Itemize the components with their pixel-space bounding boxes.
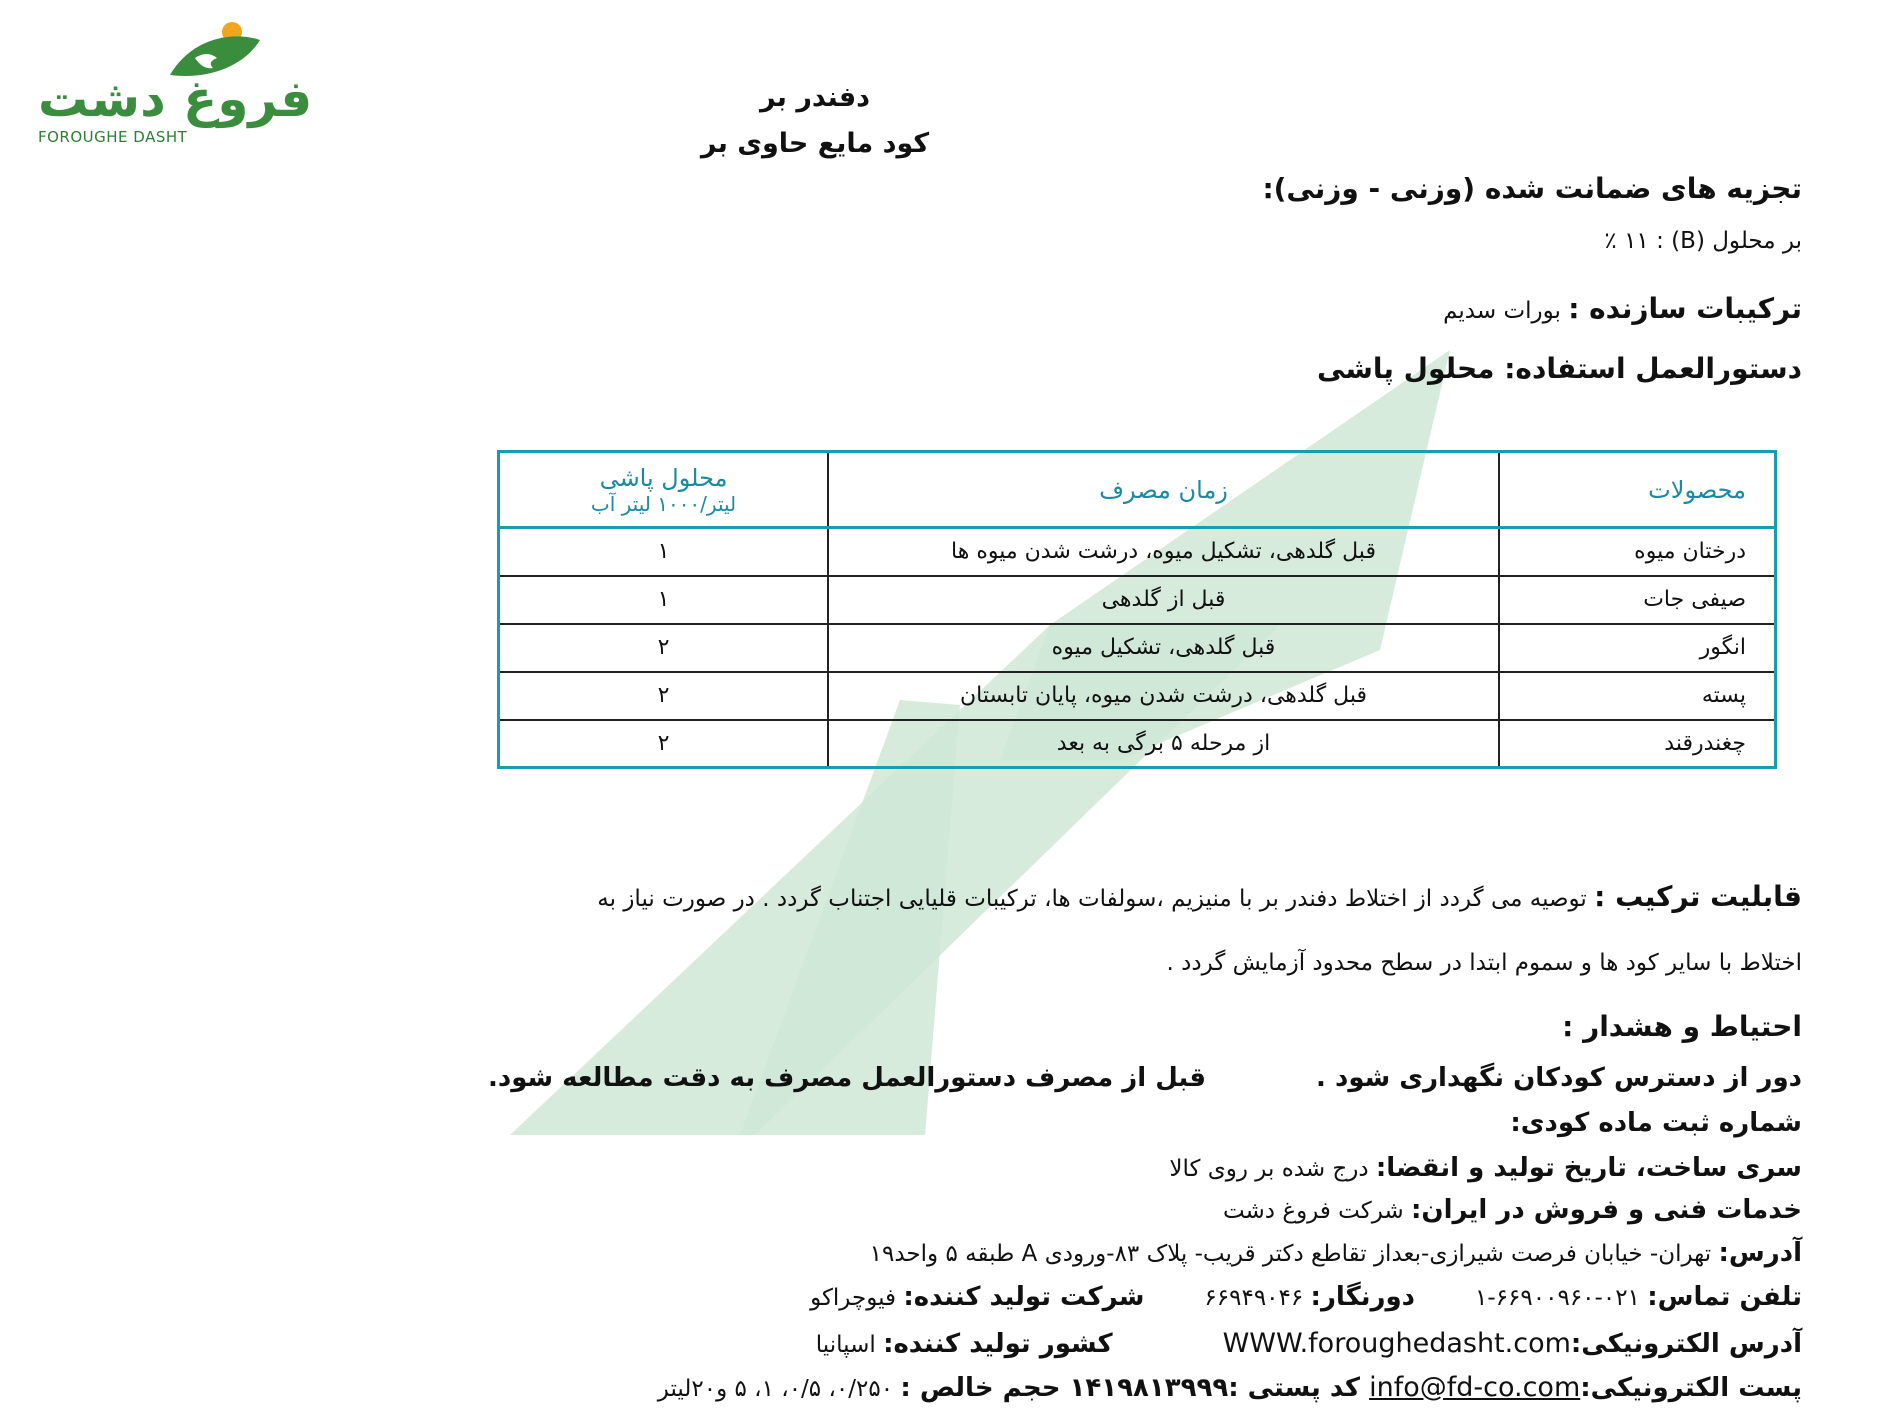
header-time: زمان مصرف bbox=[828, 452, 1499, 528]
postal-label: کد پستی : bbox=[1228, 1373, 1370, 1403]
address-line bbox=[870, 1238, 1802, 1268]
email-line bbox=[658, 1372, 1802, 1403]
row-crop: چغندرقند bbox=[1499, 720, 1776, 768]
email-link[interactable]: info@fd-co.com bbox=[1369, 1372, 1581, 1403]
maker-value: فیوچراکو bbox=[810, 1285, 904, 1311]
logo-name-fa: فروغ دشت bbox=[38, 70, 313, 128]
contact-line bbox=[810, 1282, 1802, 1312]
table-header-row bbox=[499, 452, 1776, 528]
row-crop: درختان میوه bbox=[1499, 528, 1776, 576]
warning-text1: دور از دسترس کودکان نگهداری شود . bbox=[1316, 1063, 1802, 1093]
header-crops: محصولات bbox=[1499, 452, 1776, 528]
row-dose: ۲ bbox=[499, 720, 829, 768]
services-value: شرکت فروغ دشت bbox=[1222, 1198, 1411, 1224]
email-label: پست الکترونیکی: bbox=[1580, 1373, 1802, 1403]
usage-table bbox=[497, 450, 1777, 767]
web-value[interactable]: WWW.foroughedasht.com bbox=[1222, 1328, 1571, 1359]
guaranteed-analysis-heading: تجزیه های ضمانت شده (وزنی - وزنی): bbox=[1262, 172, 1802, 205]
table-row bbox=[499, 624, 1776, 672]
usage-heading: دستورالعمل استفاده: محلول پاشی bbox=[1317, 352, 1802, 385]
fax-label: دورنگار: bbox=[1310, 1282, 1416, 1312]
logo-name-en: FOROUGHE DASHT bbox=[38, 128, 188, 146]
warning-line bbox=[488, 1063, 1802, 1093]
table-row bbox=[499, 720, 1776, 768]
table-row bbox=[499, 528, 1776, 576]
compatibility-text2: اختلاط با سایر کود ها و سموم ابتدا در سطح محدود آزمایش گردد . bbox=[1166, 950, 1802, 976]
maker-label: شرکت تولید کننده: bbox=[903, 1282, 1145, 1312]
row-crop: انگور bbox=[1499, 624, 1776, 672]
header-spray-unit: لیتر/۱۰۰۰ لیتر آب bbox=[590, 491, 737, 516]
row-crop: صیفی جات bbox=[1499, 576, 1776, 624]
country-value: اسپانیا bbox=[815, 1332, 884, 1358]
table-row bbox=[499, 576, 1776, 624]
row-dose: ۲ bbox=[499, 672, 829, 720]
row-crop: پسته bbox=[1499, 672, 1776, 720]
fax-value: ۶۶۹۴۹۰۴۶ bbox=[1204, 1285, 1311, 1311]
address-label: آدرس: bbox=[1718, 1238, 1802, 1268]
web-line bbox=[816, 1328, 1802, 1359]
row-time: قبل گلدهی، تشکیل میوه bbox=[828, 624, 1499, 672]
country-label: کشور تولید کننده: bbox=[883, 1329, 1113, 1359]
warning-heading: احتیاط و هشدار : bbox=[1562, 1010, 1802, 1043]
compatibility-line1 bbox=[597, 880, 1802, 913]
phone-value: ۰۲۱-۶۶۹۰۰۹۶۰-۱ bbox=[1475, 1285, 1648, 1311]
row-time: قبل گلدهی، درشت شدن میوه، پایان تابستان bbox=[828, 672, 1499, 720]
registration-label: شماره ثبت ماده کودی: bbox=[1510, 1108, 1802, 1138]
ingredients-value: بورات سدیم bbox=[1443, 298, 1569, 324]
table-row bbox=[499, 672, 1776, 720]
batch-label: سری ساخت، تاریخ تولید و انقضا: bbox=[1375, 1153, 1802, 1183]
header-spray bbox=[499, 452, 829, 528]
guaranteed-analysis-item: بر محلول (B) : ۱۱ ٪ bbox=[1604, 228, 1802, 254]
batch-value: درج شده بر روی کالا bbox=[1169, 1156, 1376, 1182]
address-value: تهران- خیابان فرصت شیرازی-بعداز تقاطع دکتر قریب- پلاک ۸۳-ورودی A طبقه ۵ واحد۱۹ bbox=[869, 1241, 1719, 1267]
phone-label: تلفن تماس: bbox=[1647, 1282, 1802, 1312]
ingredients-line bbox=[1443, 292, 1802, 325]
compatibility-label: قابلیت ترکیب : bbox=[1594, 880, 1802, 913]
row-dose: ۲ bbox=[499, 624, 829, 672]
row-dose: ۱ bbox=[499, 528, 829, 576]
batch-line bbox=[1169, 1153, 1802, 1183]
row-dose: ۱ bbox=[499, 576, 829, 624]
header-spray-title: محلول پاشی bbox=[599, 463, 728, 492]
warning-text2: قبل از مصرف دستورالعمل مصرف به دقت مطالعه شود. bbox=[488, 1063, 1207, 1093]
compatibility-text1: توصیه می گردد از اختلاط دفندر بر با منیزیم ،سولفات ها، ترکیبات قلیایی اجتناب گردد . در صورت نیاز به bbox=[597, 886, 1595, 912]
product-title-line2: کود مایع حاوی بر bbox=[700, 128, 930, 159]
row-time: از مرحله ۵ برگی به بعد bbox=[828, 720, 1499, 768]
row-time: قبل گلدهی، تشکیل میوه، درشت شدن میوه ها bbox=[828, 528, 1499, 576]
postal-value: ۱۴۱۹۸۱۳۹۹۹ bbox=[1069, 1373, 1229, 1403]
web-label: آدرس الکترونیکی: bbox=[1570, 1329, 1802, 1359]
services-line bbox=[1223, 1195, 1802, 1225]
ingredients-label: ترکیبات سازنده : bbox=[1568, 292, 1802, 325]
net-volume-value: ۰/۲۵۰، ۰/۵، ۱، ۵ و۲۰لیتر bbox=[657, 1376, 901, 1402]
row-time: قبل از گلدهی bbox=[828, 576, 1499, 624]
product-title-line1: دفندر بر bbox=[759, 82, 871, 113]
services-label: خدمات فنی و فروش در ایران: bbox=[1410, 1195, 1802, 1225]
net-volume-label: حجم خالص : bbox=[900, 1373, 1070, 1403]
